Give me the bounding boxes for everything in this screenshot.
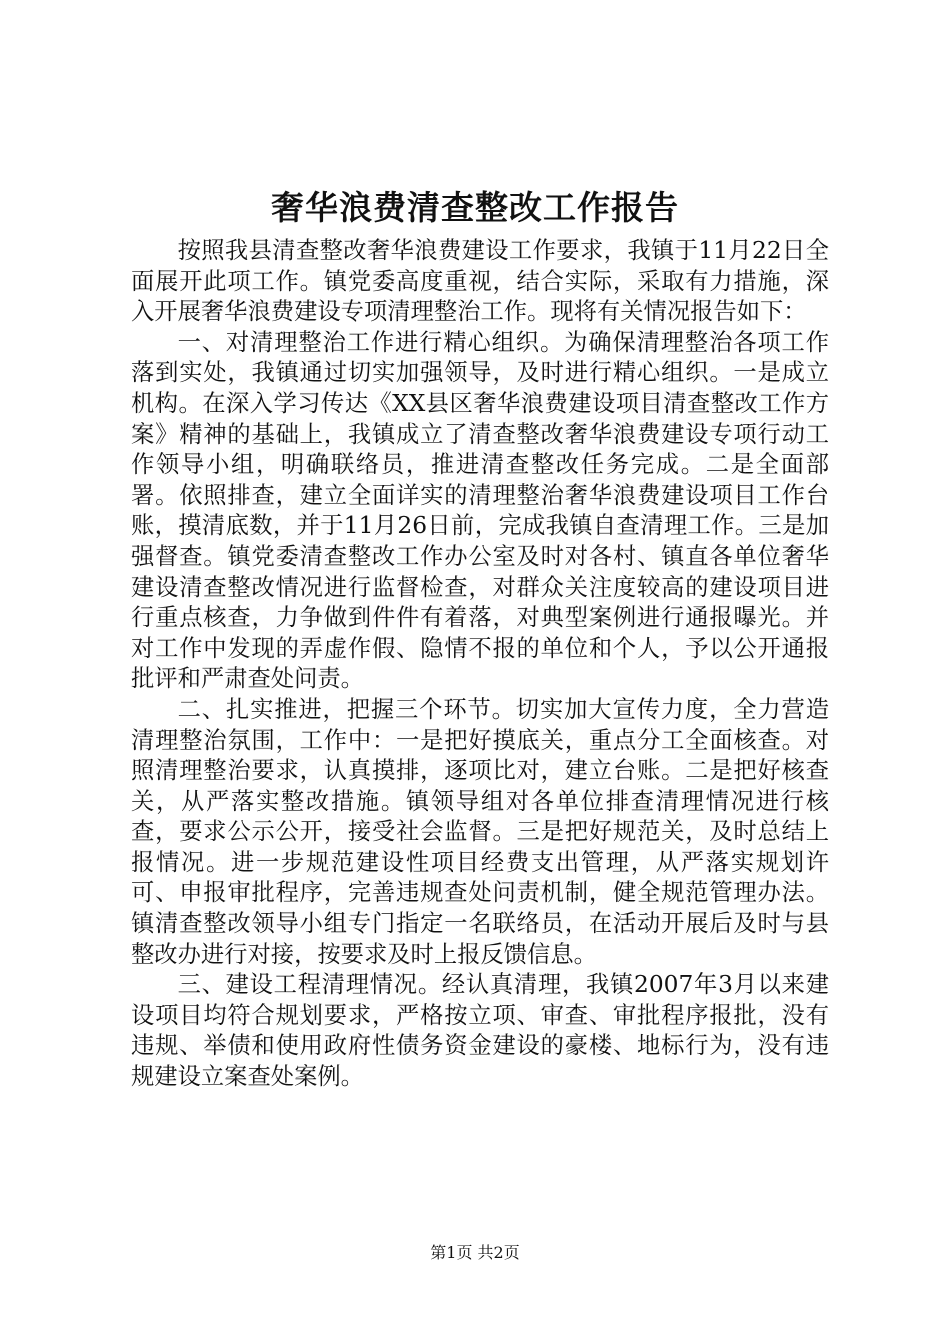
document-body bbox=[131, 236, 829, 1093]
document-title: 奢华浪费清查整改工作报告 bbox=[271, 188, 679, 227]
paragraph-intro: 按照我县清查整改奢华浪费建设工作要求，我镇于11月22日全面展开此项工作。镇党委高度重视，结合实际，采取有力措施，深入开展奢华浪费建设专项清理整治工作。现将有关情况报告如下： bbox=[131, 237, 829, 326]
paragraph-section-1: 一、对清理整治工作进行精心组织。为确保清理整治各项工作落到实处，我镇通过切实加强领导，及时进行精心组织。一是成立机构。在深入学习传达《XX县区奢华浪费建设项目清查整改工作方案》精神的基础上，我镇成立了清查整改奢华浪费建设专项行动工作领导小组，明确联络员，推进清查整改任务完成。二是全面部署。依照排查，建立全面详实的清理整治奢华浪费建设项目工作台账，摸清底数，并于11月26日前，完成我镇自查清理工作。三是加强督查。镇党委清查整改工作办公室及时对各村、镇直各单位奢华建设清查整改情况进行监督检查，对群众关注度较高的建设项目进行重点核查，力争做到件件有着落，对典型案例进行通报曝光。并对工作中发现的弄虚作假、隐情不报的单位和个人，予以公开通报批评和严肃查处问责。 bbox=[131, 328, 829, 693]
paragraph-section-3: 三、建设工程清理情况。经认真清理，我镇2007年3月以来建设项目均符合规划要求，严格按立项、审查、审批程序报批，没有违规、举债和使用政府性债务资金建设的豪楼、地标行为，没有违规建设立案查处案例。 bbox=[131, 971, 829, 1091]
paragraph-section-2: 二、扎实推进，把握三个环节。切实加大宣传力度，全力营造清理整治氛围，工作中：一是把好摸底关，重点分工全面核查。对照清理整治要求，认真摸排，逐项比对，建立台账。二是把好核查关，从严落实整改措施。镇领导组对各单位排查清理情况进行核查，要求公示公开，接受社会监督。三是把好规范关，及时总结上报情况。进一步规范建设性项目经费支出管理，从严落实规划许可、申报审批程序，完善违规查处问责机制，健全规范管理办法。镇清查整改领导小组专门指定一名联络员，在活动开展后及时与县整改办进行对接，按要求及时上报反馈信息。 bbox=[131, 695, 829, 968]
page-number-footer: 第1页 共2页 bbox=[430, 1243, 520, 1262]
